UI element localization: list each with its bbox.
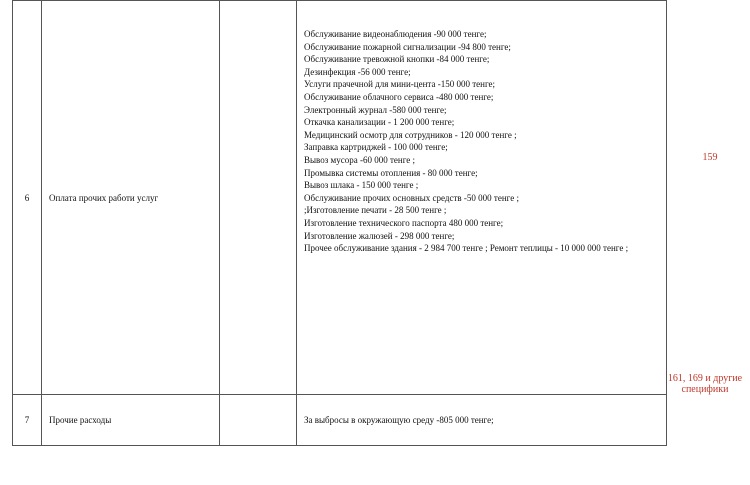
list-item: Обслуживание тревожной кнопки -84 000 тенге; <box>304 54 490 65</box>
list-item: ;Изготовление печати - 28 500 тенге ; <box>304 205 447 216</box>
table-row <box>13 1 667 395</box>
table-row <box>13 395 667 446</box>
empty-cell <box>220 1 297 395</box>
row-description: За выбросы в окружающую среду -805 000 тенге; <box>297 395 667 446</box>
list-item: Медицинский осмотр для сотрудников - 120 000 тенге ; <box>304 129 517 140</box>
list-item: Вывоз мусора -60 000 тенге ; <box>304 154 416 165</box>
list-item: Электронный журнал -580 000 тенге; <box>304 104 447 115</box>
row-name: Прочие расходы <box>42 395 220 446</box>
specifics-code: 161, 169 и другие специфики <box>667 373 743 395</box>
list-item: Обслуживание облачного сервиса -480 000 тенге; <box>304 91 494 102</box>
row-name: Оплата прочих работи услуг <box>42 1 220 395</box>
list-item: Промывка системы отопления - 80 000 тенге; <box>304 167 478 178</box>
list-item: Заправка картриджей - 100 000 тенге; <box>304 142 448 153</box>
row-number: 6 <box>13 1 42 395</box>
list-item: Изготовление жалюзей - 298 000 тенге; <box>304 230 455 241</box>
empty-cell <box>220 395 297 446</box>
list-item: Изготовление технического паспорта 480 000 тенге; <box>304 217 504 228</box>
row-description <box>297 1 667 395</box>
budget-table <box>12 0 667 446</box>
list-item: Обслуживание пожарной сигнализации -94 800 тенге; <box>304 41 511 52</box>
list-item: Дезинфекция -56 000 тенге; <box>304 66 411 77</box>
list-item: Обслуживание видеонаблюдения -90 000 тенге; <box>304 29 487 39</box>
row-number: 7 <box>13 395 42 446</box>
list-item: Услуги прачечной для мини-цента -150 000 тенге; <box>304 79 496 90</box>
description-list <box>304 28 666 255</box>
list-item: Прочее обслуживание здания - 2 984 700 тенге ; Ремонт теплицы - 10 000 000 тенге ; <box>304 243 629 254</box>
list-item: Обслуживание прочих основных средств -50 000 тенге ; <box>304 192 519 203</box>
list-item: Откачка канализации - 1 200 000 тенге; <box>304 117 455 128</box>
specifics-code: 159 <box>702 152 718 163</box>
list-item: Вывоз шлака - 150 000 тенге ; <box>304 180 419 191</box>
